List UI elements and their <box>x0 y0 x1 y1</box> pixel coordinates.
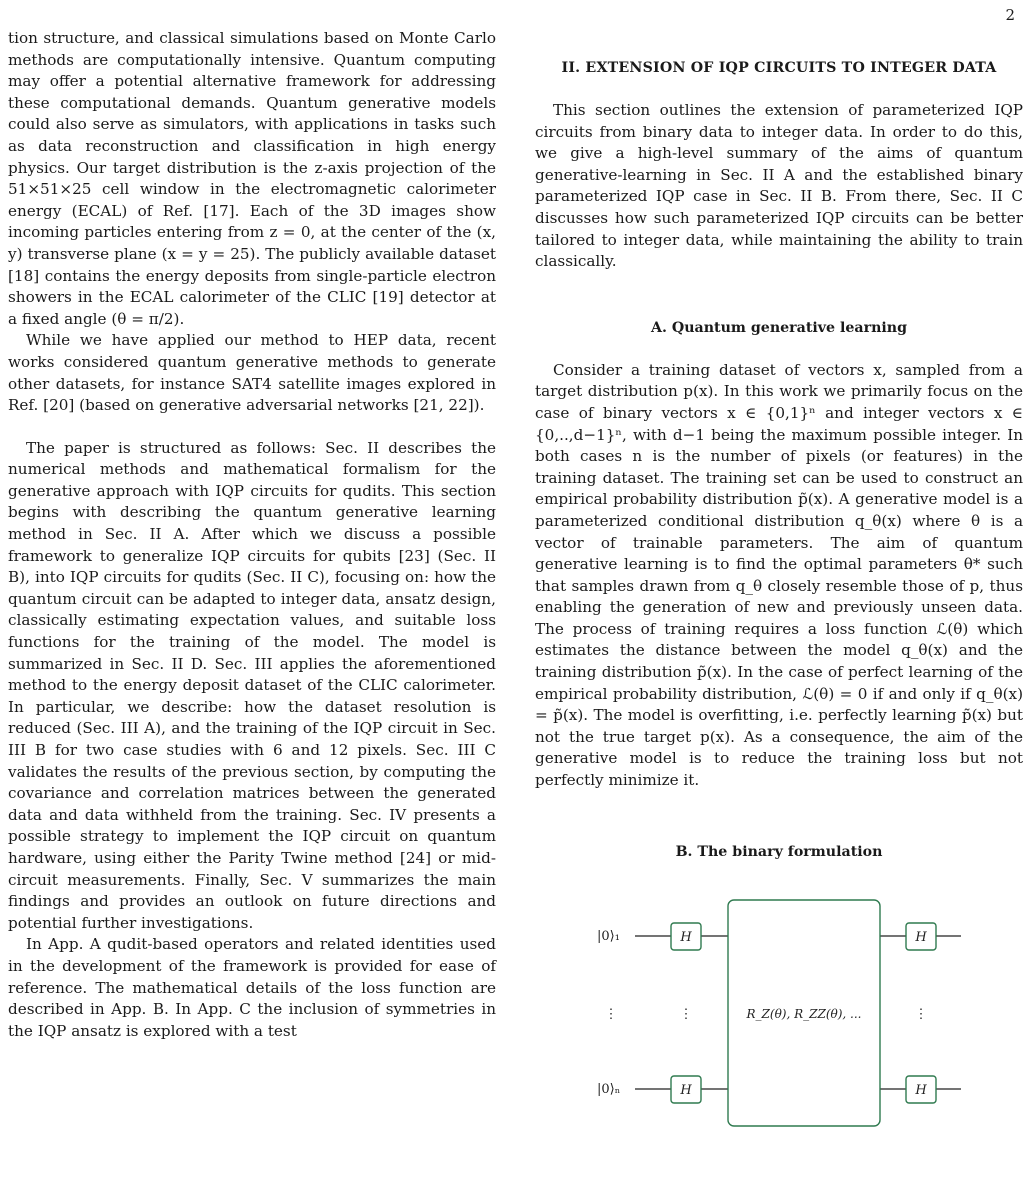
right-paragraph-2: Consider a training dataset of vectors x, sampled from a target distribution p(x). In this work we primarily focus on the case of binary vectors x ∈ {0,1}ⁿ and integer vectors x ∈ {0,..,d−1}ⁿ, with d−1 being the maximum possible integer. In both cases n is the number of pixels (or features) in the training dataset. The training set can be used to construct an empirical probability distribution p̃(x). A generative model is a parameterized conditional distribution q_θ(x) where θ is a vector of trainable parameters. The aim of quantum generative learning is to find the optimal parameters θ* such that samples drawn from q_θ closely resemble those of p, thus enabling the generation of new and previously unseen data. The process of training requires a loss function ℒ(θ) which estimates the distance between the model q_θ(x) and the training distribution p̃(x). In the case of perfect learning of the empirical probability distribution, ℒ(θ) = 0 if and only if q_θ(x) = p̃(x). The model is overfitting, i.e. perfectly learning p̃(x) but not the true target p(x). As a consequence, the aim of the generative model is to reduce the training loss but not perfectly minimize it. <box>535 360 1023 790</box>
subsection-title-a: A. Quantum generative learning <box>650 319 908 336</box>
right-column <box>535 28 1023 862</box>
left-paragraph-3: The paper is structured as follows: Sec. II describes the numerical methods and mathematical formalism for the generative approach with IQP circuits for qudits. This section begins with describing the quantum generative learning method in Sec. II A. After which we discuss a possible framework to generalize IQP circuits for qubits [23] (Sec. II B), into IQP circuits for qudits (Sec. II C), focusing on: how the quantum circuit can be adapted to integer data, ansatz design, classically estimating expectation values, and suitable loss functions for the training of the model. The model is summarized in Sec. II D. Sec. III applies the aforementioned method to the energy deposit dataset of the CLIC calorimeter. In particular, we describe: how the dataset resolution is reduced (Sec. III A), and the training of the IQP circuit in Sec. III B for two case studies with 6 and 12 pixels. Sec. III C validates the results of the previous section, by computing the covariance and correlation matrices between the generated data and data withheld from the training. Sec. IV presents a possible strategy to implement the IQP circuit on quantum hardware, using either the Parity Twine method [24] or mid-circuit measurements. Finally, Sec. V summarizes the main findings and provides an outlook on future directions and potential further investigations. <box>8 438 496 932</box>
page-number: 2 <box>1005 6 1015 24</box>
h-label-2: H <box>680 1083 692 1098</box>
left-paragraph-4: In App. A qudit-based operators and related identities used in the development of the framework is provided for ease of reference. The mathematical details of the loss function are described in App. B. In App. C the inclusion of symmetries in the IQP ansatz is explored with a test <box>8 935 496 1040</box>
left-paragraph-1: tion structure, and classical simulations based on Monte Carlo methods are computationally intensive. Quantum computing may offer a potential alternative framework for addressing these computational demands. Quantum generative models could also serve as simulators, with applications in tasks such as data reconstruction and classification in high energy physics. Our target distribution is the z-axis projection of the 51×51×25 cell window in the electromagnetic calorimeter energy (ECAL) of Ref. [17]. Each of the 3D images show incoming particles entering from z = 0, at the center of the (x, y) transverse plane (x = y = 25). The publicly available dataset [18] contains the energy deposits from single-particle electron showers in the ECAL calorimeter of the CLIC [19] detector at a fixed angle (θ = π/2). <box>8 29 496 328</box>
left-paragraph-2: While we have applied our method to HEP data, recent works considered quantum generative methods to generate other datasets, for instance SAT4 satellite images explored in Ref. [20] (based on generative adversarial networks [21, 22]). <box>8 331 496 415</box>
vdots-right: ⋮ <box>914 1007 928 1022</box>
ket-top: |0⟩₁ <box>597 929 620 944</box>
h-label-1: H <box>680 930 692 945</box>
vdots-ket: ⋮ <box>604 1007 618 1022</box>
left-column <box>8 28 496 1042</box>
section-title: II. EXTENSION OF IQP CIRCUITS TO INTEGER DATA <box>561 60 997 76</box>
h-label-4: H <box>915 1083 927 1098</box>
iqp-circuit-diagram <box>583 880 983 1180</box>
h-label-3: H <box>915 930 927 945</box>
subsection-title-b: B. The binary formulation <box>675 843 883 860</box>
ket-bottom: |0⟩ₙ <box>597 1082 621 1097</box>
vdots-left: ⋮ <box>679 1007 693 1022</box>
center-block-label: R_Z(θ), R_ZZ(θ), ... <box>746 1007 862 1021</box>
right-paragraph-1: This section outlines the extension of parameterized IQP circuits from binary data to integer data. In order to do this, we give a high-level summary of the aims of quantum generative-learning in Sec. II A and the established binary parameterized IQP case in Sec. II B. From there, Sec. II C discusses how such parameterized IQP circuits can be better tailored to integer data, while maintaining the ability to train classically. <box>535 101 1023 271</box>
